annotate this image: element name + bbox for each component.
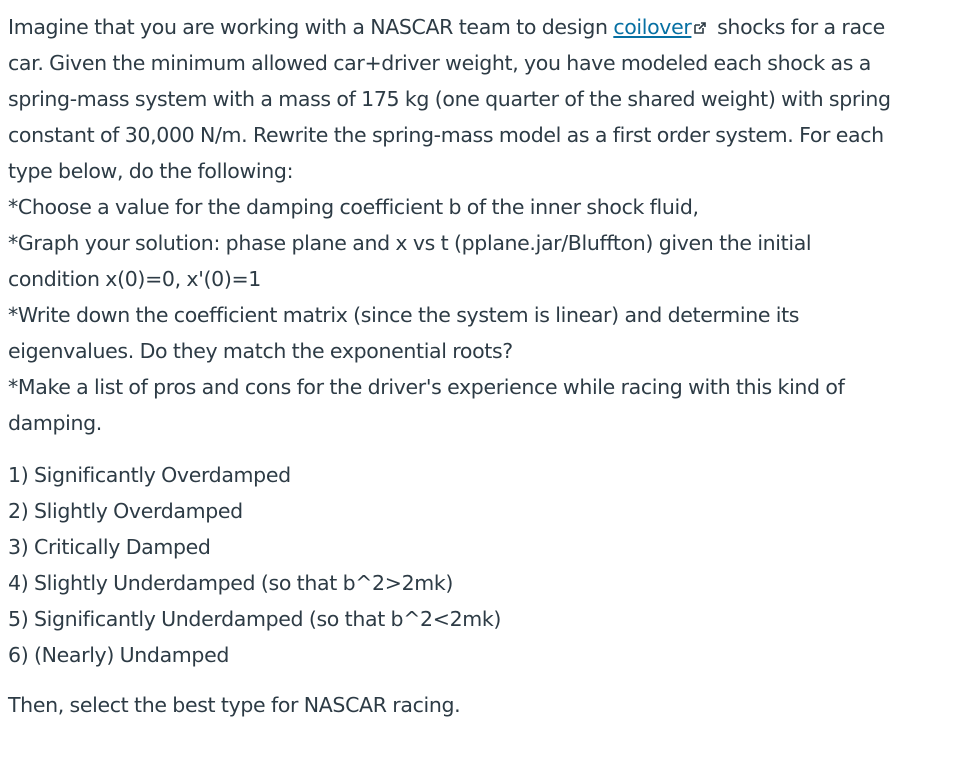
coilover-link[interactable]: coilover bbox=[613, 15, 692, 39]
paragraph-spacer bbox=[8, 673, 958, 687]
damping-type-item: 3) Critically Damped bbox=[8, 535, 211, 559]
intro-line-1 bbox=[8, 9, 958, 45]
intro-line-3: spring-mass system with a mass of 175 kg (one quarter of the shared weight) with spring bbox=[8, 87, 891, 111]
damping-type-item: 5) Significantly Underdamped (so that b^2<2mk) bbox=[8, 607, 502, 631]
task-line: *Make a list of pros and cons for the driver's experience while racing with this kind of bbox=[8, 375, 845, 399]
task-line: *Write down the coefficient matrix (since the system is linear) and determine its bbox=[8, 303, 800, 327]
damping-type-item: 4) Slightly Underdamped (so that b^2>2mk) bbox=[8, 571, 454, 595]
closing-line: Then, select the best type for NASCAR racing. bbox=[8, 693, 461, 717]
damping-types-list bbox=[8, 457, 958, 673]
task-line: eigenvalues. Do they match the exponential roots? bbox=[8, 339, 513, 363]
intro-paragraph bbox=[8, 9, 958, 441]
intro-line-4: constant of 30,000 N/m. Rewrite the spring-mass model as a first order system. For each bbox=[8, 123, 884, 147]
intro-line-2: car. Given the minimum allowed car+driver weight, you have modeled each shock as a bbox=[8, 51, 871, 75]
damping-type-item: 6) (Nearly) Undamped bbox=[8, 643, 230, 667]
question-content bbox=[8, 9, 958, 723]
task-line: condition x(0)=0, x'(0)=1 bbox=[8, 267, 261, 291]
paragraph-spacer bbox=[8, 441, 958, 457]
external-link-icon[interactable] bbox=[693, 21, 707, 35]
task-line: *Graph your solution: phase plane and x vs t (pplane.jar/Bluffton) given the initial bbox=[8, 231, 812, 255]
intro-text-after-link: shocks for a race bbox=[711, 15, 885, 39]
damping-type-item: 1) Significantly Overdamped bbox=[8, 463, 291, 487]
task-line: damping. bbox=[8, 411, 102, 435]
closing-paragraph bbox=[8, 687, 958, 723]
intro-line-5: type below, do the following: bbox=[8, 159, 294, 183]
damping-type-item: 2) Slightly Overdamped bbox=[8, 499, 243, 523]
intro-text-before-link: Imagine that you are working with a NASCAR team to design bbox=[8, 15, 614, 39]
task-line: *Choose a value for the damping coefficient b of the inner shock fluid, bbox=[8, 195, 699, 219]
